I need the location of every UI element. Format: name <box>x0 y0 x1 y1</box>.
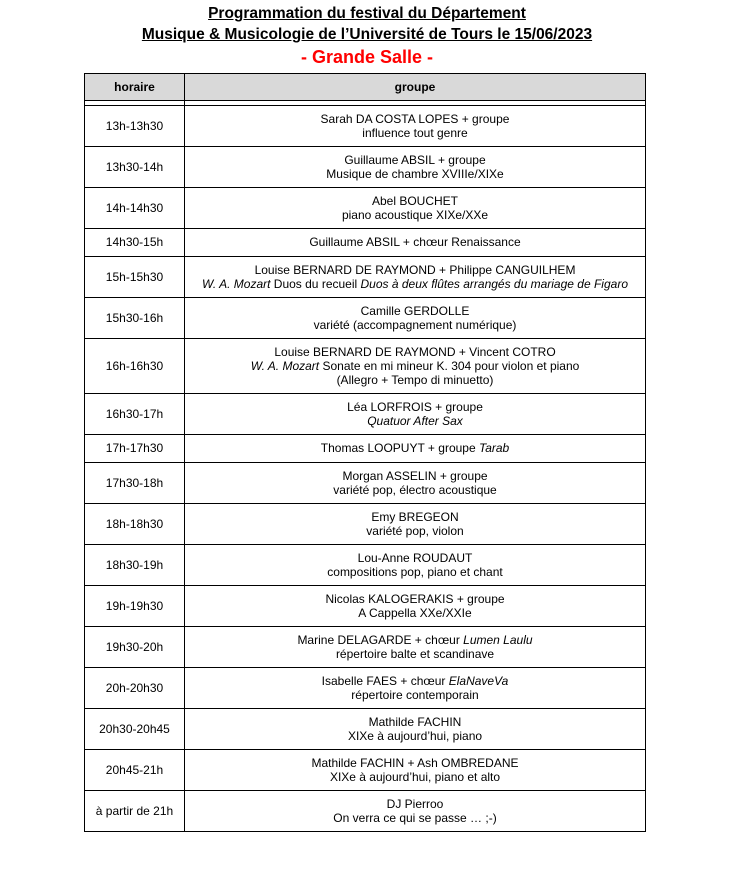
text-segment: variété pop, électro acoustique <box>333 483 497 497</box>
group-cell <box>185 394 646 435</box>
table-row <box>85 229 646 257</box>
group-line <box>187 647 643 661</box>
text-segment: Louise BERNARD DE RAYMOND + Vincent COTRO <box>274 344 556 359</box>
text-segment: Sarah DA COSTA LOPES + groupe <box>320 111 510 126</box>
group-cell <box>185 106 646 147</box>
time-slot-cell: 18h-18h30 <box>85 504 185 545</box>
time-slot-cell: 19h-19h30 <box>85 586 185 627</box>
group-line <box>187 797 643 811</box>
text-segment: influence tout genre <box>362 126 468 140</box>
time-slot-cell: 14h-14h30 <box>85 188 185 229</box>
title-line-1: Programmation du festival du Département <box>208 5 526 22</box>
text-segment: Guillaume ABSIL + chœur Renaissance <box>309 235 521 250</box>
table-row <box>85 586 646 627</box>
group-line <box>187 606 643 620</box>
table-row <box>85 339 646 394</box>
group-line <box>187 263 643 277</box>
table-row <box>85 147 646 188</box>
table-row <box>85 709 646 750</box>
text-segment: compositions pop, piano et chant <box>327 565 503 579</box>
text-segment: variété pop, violon <box>366 524 464 538</box>
time-slot-cell: 16h30-17h <box>85 394 185 435</box>
text-segment: Mathilde FACHIN <box>368 714 462 729</box>
text-segment: répertoire contemporain <box>351 688 479 702</box>
time-slot-cell: 15h30-16h <box>85 298 185 339</box>
group-cell <box>185 435 646 463</box>
group-line <box>187 153 643 167</box>
text-segment: Louise BERNARD DE RAYMOND + Philippe CANGUILHEM <box>254 262 576 277</box>
schedule-body <box>85 101 646 832</box>
group-line <box>187 126 643 140</box>
group-cell <box>185 586 646 627</box>
group-line <box>187 565 643 579</box>
group-cell <box>185 257 646 298</box>
group-line <box>187 715 643 729</box>
group-line <box>187 345 643 359</box>
group-line <box>187 304 643 318</box>
group-line <box>187 373 643 387</box>
table-row <box>85 627 646 668</box>
group-cell <box>185 791 646 832</box>
group-cell <box>185 339 646 394</box>
group-line <box>187 469 643 483</box>
group-line <box>187 510 643 524</box>
venue-subtitle: - Grande Salle - <box>300 47 434 67</box>
text-segment: Duos du recueil <box>270 277 361 291</box>
time-slot-cell: 15h-15h30 <box>85 257 185 298</box>
italic-text-segment: W. A. Mozart <box>250 358 320 373</box>
group-line <box>187 770 643 784</box>
group-line <box>187 400 643 414</box>
title-line-2: Musique & Musicologie de l’Université de Tours le 15/06/2023 <box>141 26 593 43</box>
table-row <box>85 257 646 298</box>
column-header-groupe: groupe <box>185 74 646 101</box>
table-row <box>85 545 646 586</box>
text-segment: Léa LORFROIS + groupe <box>347 399 483 414</box>
table-row <box>85 750 646 791</box>
text-segment: (Allegro + Tempo di minuetto) <box>336 373 494 388</box>
group-line <box>187 167 643 181</box>
group-cell <box>185 627 646 668</box>
group-line <box>187 441 643 455</box>
italic-text-segment: Quatuor After Sax <box>367 414 463 428</box>
group-cell <box>185 750 646 791</box>
time-slot-cell: 17h-17h30 <box>85 435 185 463</box>
table-row <box>85 463 646 504</box>
text-segment: XIXe à aujourd’hui, piano <box>347 729 483 743</box>
italic-text-segment: Lumen Laulu <box>463 632 533 647</box>
group-cell <box>185 668 646 709</box>
group-line <box>187 483 643 497</box>
time-slot-cell: 16h-16h30 <box>85 339 185 394</box>
group-line <box>187 235 643 249</box>
group-line <box>187 551 643 565</box>
group-line <box>187 592 643 606</box>
text-segment: Mathilde FACHIN + Ash OMBREDANE <box>311 755 519 770</box>
group-line <box>187 674 643 688</box>
table-row <box>85 394 646 435</box>
table-row <box>85 298 646 339</box>
group-cell <box>185 229 646 257</box>
text-segment: variété (accompagnement numérique) <box>313 318 517 332</box>
time-slot-cell: 20h-20h30 <box>85 668 185 709</box>
text-segment: Thomas LOOPUYT + groupe <box>320 441 479 456</box>
document-header <box>0 3 734 69</box>
italic-text-segment: W. A. Mozart <box>202 277 271 291</box>
text-segment: Emy BREGEON <box>371 509 459 524</box>
group-cell <box>185 298 646 339</box>
group-cell <box>185 188 646 229</box>
group-cell <box>185 463 646 504</box>
text-segment: Abel BOUCHET <box>371 193 459 208</box>
group-cell <box>185 545 646 586</box>
text-segment: Camille GERDOLLE <box>360 303 470 318</box>
group-line <box>187 633 643 647</box>
group-line <box>187 318 643 332</box>
text-segment: piano acoustique XIXe/XXe <box>341 208 489 222</box>
time-slot-cell: 19h30-20h <box>85 627 185 668</box>
text-segment: Marine DELAGARDE + chœur <box>297 632 464 647</box>
text-segment: Lou-Anne ROUDAUT <box>357 550 473 565</box>
text-segment: Nicolas KALOGERAKIS + groupe <box>325 591 505 606</box>
group-line <box>187 756 643 770</box>
italic-text-segment: ElaNaveVa <box>448 673 509 688</box>
table-row <box>85 435 646 463</box>
text-segment: XIXe à aujourd’hui, piano et alto <box>329 770 501 784</box>
text-segment: Sonate en mi mineur K. 304 pour violon et piano <box>319 358 580 373</box>
text-segment: Morgan ASSELIN + groupe <box>342 468 488 483</box>
group-cell <box>185 709 646 750</box>
column-header-horaire: horaire <box>85 74 185 101</box>
table-row <box>85 668 646 709</box>
group-line <box>187 194 643 208</box>
text-segment: Isabelle FAES + chœur <box>321 673 449 688</box>
group-line <box>187 414 643 428</box>
time-slot-cell: 20h30-20h45 <box>85 709 185 750</box>
table-header-row <box>85 74 646 101</box>
text-segment: Musique de chambre XVIIIe/XIXe <box>326 167 504 181</box>
time-slot-cell: 14h30-15h <box>85 229 185 257</box>
italic-text-segment: Tarab <box>478 441 510 456</box>
table-row <box>85 188 646 229</box>
table-row <box>85 504 646 545</box>
text-segment: répertoire balte et scandinave <box>335 647 495 661</box>
group-line <box>187 112 643 126</box>
table-row <box>85 791 646 832</box>
time-slot-cell: 20h45-21h <box>85 750 185 791</box>
text-segment: A Cappella XXe/XXIe <box>358 606 472 620</box>
group-line <box>187 811 643 825</box>
table-row <box>85 106 646 147</box>
time-slot-cell: à partir de 21h <box>85 791 185 832</box>
group-cell <box>185 504 646 545</box>
schedule-table <box>84 73 646 832</box>
text-segment: On verra ce qui se passe … ;-) <box>333 811 497 825</box>
time-slot-cell: 13h30-14h <box>85 147 185 188</box>
group-line <box>187 688 643 702</box>
group-line <box>187 729 643 743</box>
time-slot-cell: 17h30-18h <box>85 463 185 504</box>
italic-text-segment: Duos à deux flûtes arrangés du mariage de Figaro <box>360 277 628 291</box>
group-line <box>187 277 643 291</box>
group-cell <box>185 147 646 188</box>
text-segment: DJ Pierroo <box>386 796 444 811</box>
group-line <box>187 524 643 538</box>
group-line <box>187 359 643 373</box>
time-slot-cell: 13h-13h30 <box>85 106 185 147</box>
time-slot-cell: 18h30-19h <box>85 545 185 586</box>
text-segment: Guillaume ABSIL + groupe <box>344 152 486 167</box>
group-line <box>187 208 643 222</box>
